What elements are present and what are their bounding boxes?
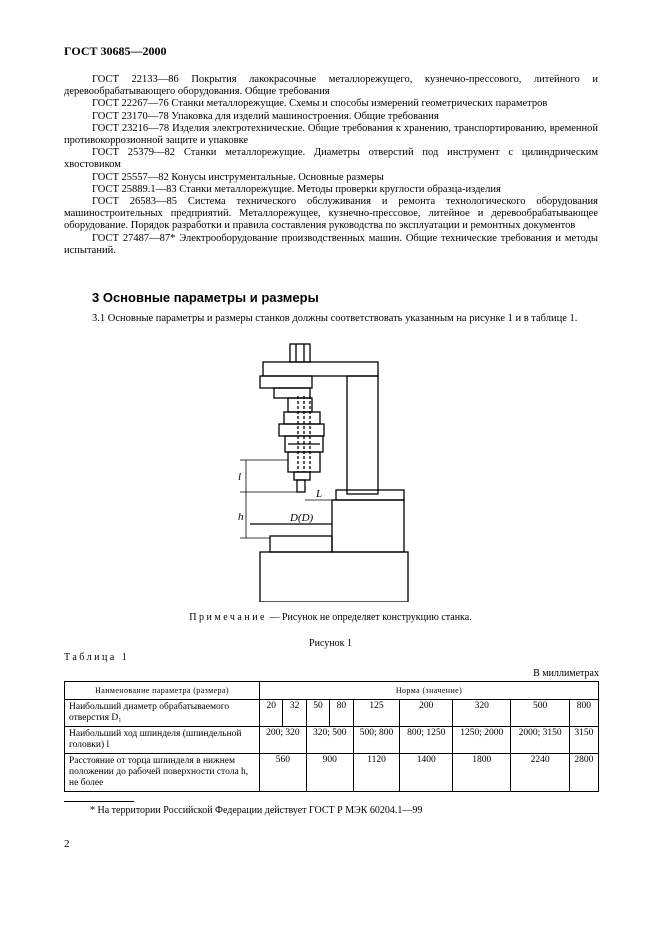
cell: 500; 800 [353, 727, 400, 754]
row-name: Наибольший диаметр обрабатываемого отверстия D₁ [65, 700, 260, 727]
figure-note [0, 612, 661, 623]
cell: 2240 [511, 754, 569, 792]
table-row [65, 700, 599, 727]
cell: 500 [511, 700, 569, 727]
parameters-table [64, 681, 599, 792]
reference-item: ГОСТ 22133—86 Покрытия лакокрасочные металлорежущего, кузнечно-прессового, литейного и деревообрабатывающего оборудования. Общие требования [64, 74, 598, 98]
table-row [65, 727, 599, 754]
label-l: l [238, 471, 242, 483]
page-header: ГОСТ 30685—2000 [64, 44, 167, 58]
cell: 320; 500 [306, 727, 353, 754]
label-D: D(D) [290, 512, 314, 524]
note-text: — Рисунок не определяет конструкцию станка. [267, 612, 472, 623]
cell: 50 [306, 700, 329, 727]
machine-base [260, 552, 408, 602]
cell: 32 [283, 700, 306, 727]
reference-item: ГОСТ 25379—82 Станки металлорежущие. Диаметры отверстий под инструмент с цилиндрическим хвостовиком [64, 147, 598, 171]
cell: 80 [330, 700, 353, 727]
section-paragraph: 3.1 Основные параметры и размеры станков должны соответствовать указанным на рисунке 1 и в таблице 1. [92, 313, 578, 324]
note-prefix: Примечание [189, 612, 267, 623]
cell: 320 [453, 700, 511, 727]
header-name: Наименование параметра (размера) [65, 682, 260, 700]
table-row [65, 754, 599, 792]
spindle-top-cap [290, 344, 310, 362]
reference-item: ГОСТ 25557—82 Конусы инструментальные. Основные размеры [92, 171, 384, 183]
label-h: h [238, 511, 244, 523]
frame-column-base [336, 490, 404, 500]
reference-item: ГОСТ 23216—78 Изделия электротехнические. Общие требования к хранению, транспортированию, временной противокоррозионной защите и упаковке [64, 122, 598, 147]
cell: 125 [353, 700, 400, 727]
cell: 1120 [353, 754, 400, 792]
reference-item: ГОСТ 23170—78 Упаковка для изделий машиностроения. Общие требования [92, 110, 439, 122]
reference-item: ГОСТ 25889.1—83 Станки металлорежущие. Методы проверки круглости образца-изделия [92, 183, 501, 195]
cell: 900 [306, 754, 353, 792]
cell: 800 [569, 700, 598, 727]
frame-column-lower [332, 500, 404, 552]
cell: 200 [400, 700, 453, 727]
references-list [64, 74, 598, 257]
reference-item: ГОСТ 27487—87* Электрооборудование производственных машин. Общие технические требования и методы испытаний. [64, 232, 598, 256]
row-name: Наибольший ход шпинделя (шпиндельной головки) l [65, 727, 260, 754]
header-norm: Норма (значение) [260, 682, 599, 700]
cell: 1250; 2000 [453, 727, 511, 754]
spindle-head [260, 376, 312, 388]
cell: 800; 1250 [400, 727, 453, 754]
table-caption: Таблица 1 [64, 652, 130, 663]
row-name: Расстояние от торца шпинделя в нижнем положении до рабочей поверхности стола h, не более [65, 754, 260, 792]
reference-item: ГОСТ 22267—76 Станки металлорежущие. Схемы и способы измерений геометрических параметров [92, 98, 548, 110]
drill-bit [297, 480, 305, 492]
footnote: * На территории Российской Федерации действует ГОСТ Р МЭК 60204.1—99 [90, 805, 423, 816]
cell: 200; 320 [260, 727, 307, 754]
label-L: L [316, 488, 323, 500]
machine-drawing [230, 340, 410, 602]
page-number: 2 [64, 838, 70, 850]
cell: 1800 [453, 754, 511, 792]
work-table [270, 536, 332, 552]
frame-column [347, 376, 378, 494]
frame-top-beam [263, 362, 378, 376]
cell: 3150 [569, 727, 598, 754]
figure-caption: Рисунок 1 [309, 638, 352, 649]
cell: 2800 [569, 754, 598, 792]
footnote-divider [64, 801, 134, 802]
table-header-row [65, 682, 599, 700]
cell: 20 [260, 700, 283, 727]
cell: 2000; 3150 [511, 727, 569, 754]
reference-item: ГОСТ 26583—85 Система технического обслуживания и ремонта технологического оборудования машиностроительных предприятий. Металлорежущее, кузнечно-прессовое, литейное и деревообрабатывающее оборудование. Порядок разработки и правила составления руководства по эксплуатации и ремонтных документов [64, 196, 598, 232]
table-units: В миллиметрах [533, 668, 599, 679]
cell: 560 [260, 754, 307, 792]
section-title: 3 Основные параметры и размеры [92, 290, 319, 305]
cell: 1400 [400, 754, 453, 792]
